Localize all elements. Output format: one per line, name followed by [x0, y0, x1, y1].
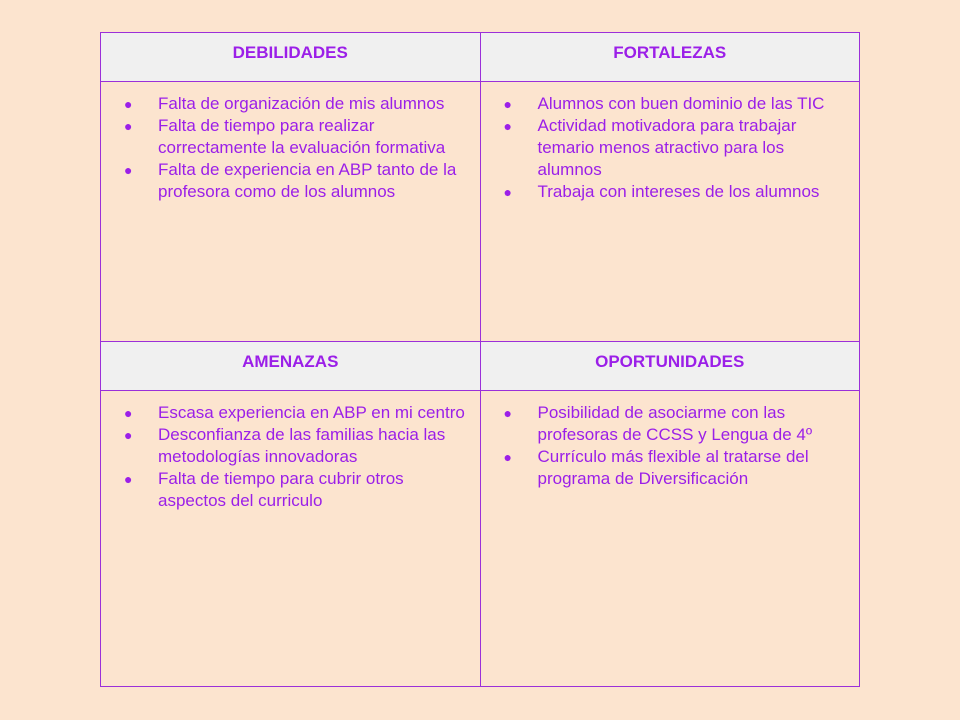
list-item — [504, 181, 850, 203]
list-item — [124, 424, 470, 468]
list-item-text: Falta de organización de mis alumnos — [158, 94, 445, 114]
list-item-text: Alumnos con buen dominio de las TIC — [537, 94, 825, 114]
body-row-top — [101, 82, 860, 342]
bullet-icon: ● — [503, 449, 512, 466]
list-item-text: Desconfianza de las familias hacia las metodologías innovadoras — [158, 425, 446, 467]
amenazas-cell — [101, 391, 481, 687]
list-item — [504, 446, 850, 490]
list-item-text: Currículo más flexible al tratarse del programa de Diversificación — [537, 447, 809, 489]
list-item-text: Trabaja con intereses de los alumnos — [537, 182, 820, 202]
list-item — [124, 402, 470, 424]
bullet-icon: ● — [124, 427, 133, 444]
list-item-text: Falta de tiempo para cubrir otros aspectos del curriculo — [158, 469, 404, 511]
bullet-icon: ● — [124, 162, 133, 179]
list-item — [504, 115, 850, 181]
list-item — [124, 115, 470, 159]
bullet-icon: ● — [124, 118, 133, 135]
amenazas-list — [101, 391, 480, 512]
oportunidades-cell — [480, 391, 860, 687]
list-item — [124, 93, 470, 115]
fortalezas-title: FORTALEZAS — [613, 43, 727, 62]
list-item-text: Actividad motivadora para trabajar temario menos atractivo para los alumnos — [537, 116, 797, 180]
body-row-bottom — [101, 391, 860, 687]
oportunidades-list — [481, 391, 860, 490]
list-item — [124, 159, 470, 203]
bullet-icon: ● — [124, 96, 133, 113]
list-item — [504, 93, 850, 115]
list-item — [504, 402, 850, 446]
bullet-icon: ● — [503, 96, 512, 113]
list-item-text: Falta de experiencia en ABP tanto de la profesora como de los alumnos — [158, 160, 457, 202]
bullet-icon: ● — [503, 118, 512, 135]
debilidades-cell — [101, 82, 481, 342]
list-item-text: Falta de tiempo para realizar correctamente la evaluación formativa — [158, 116, 446, 158]
oportunidades-header — [480, 341, 860, 390]
amenazas-title: AMENAZAS — [242, 351, 339, 371]
bullet-icon: ● — [503, 405, 512, 422]
bullet-icon: ● — [124, 471, 133, 488]
list-item-text: Escasa experiencia en ABP en mi centro — [158, 403, 465, 423]
swot-table — [100, 32, 860, 687]
debilidades-title: DEBILIDADES — [232, 43, 348, 62]
fortalezas-cell — [480, 82, 860, 342]
bullet-icon: ● — [124, 405, 133, 422]
list-item — [124, 468, 470, 512]
debilidades-header — [101, 33, 481, 82]
list-item-text: Posibilidad de asociarme con las profesoras de CCSS y Lengua de 4º — [537, 403, 813, 445]
fortalezas-header — [480, 33, 860, 82]
oportunidades-title: OPORTUNIDADES — [595, 351, 745, 371]
fortalezas-list — [481, 82, 860, 203]
header-row-bottom — [101, 341, 860, 390]
header-row-top — [101, 33, 860, 82]
debilidades-list — [101, 82, 480, 203]
bullet-icon: ● — [503, 184, 512, 201]
amenazas-header — [101, 341, 481, 390]
